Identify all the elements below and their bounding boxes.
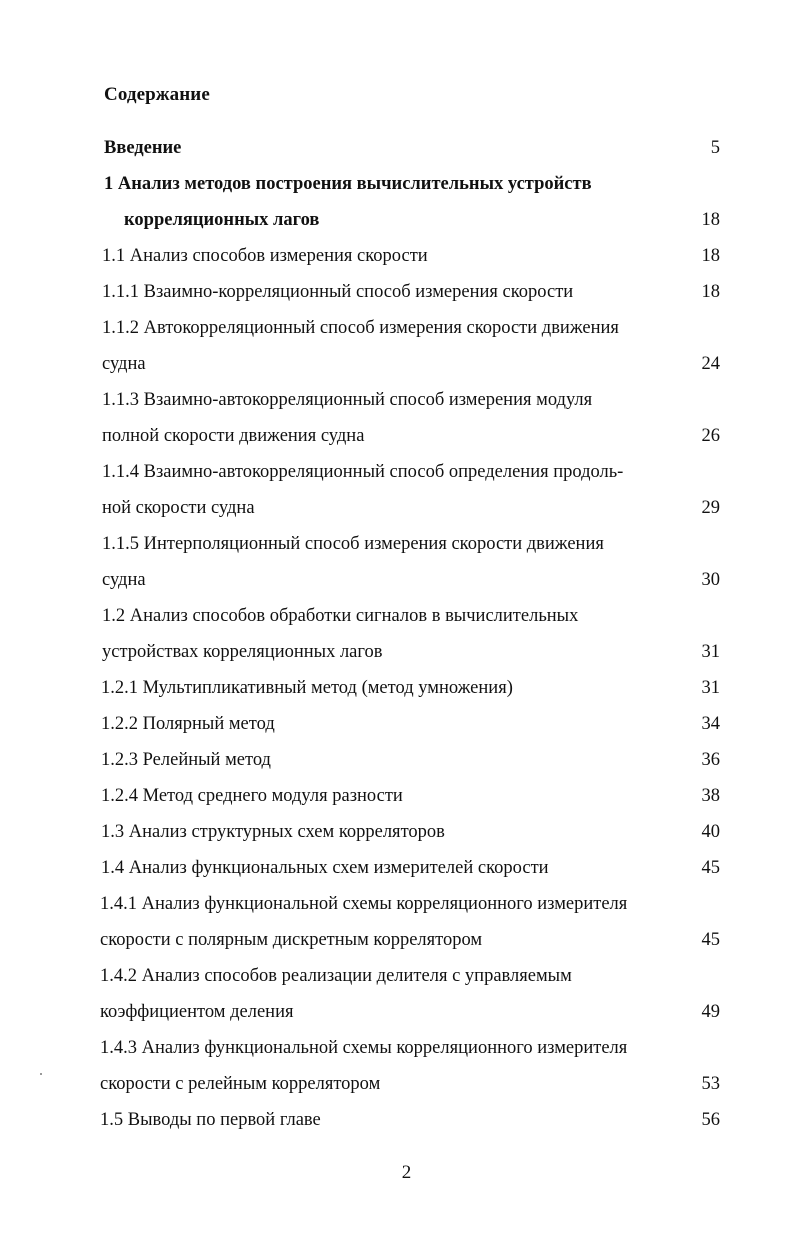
toc-entry [0, 778, 793, 814]
toc-entry [0, 922, 793, 958]
toc-entry-title: 1.2.4 Метод среднего модуля разности [101, 786, 403, 806]
toc-entry [0, 310, 793, 346]
toc-entry-page: 26 [701, 426, 720, 446]
page-title: Содержание [104, 84, 210, 105]
toc-entry [0, 634, 793, 670]
toc-entry-title: ной скорости судна [102, 498, 255, 518]
toc-entry-page: 34 [701, 714, 720, 734]
toc-entry [0, 274, 793, 310]
toc-entry [0, 526, 793, 562]
toc-entry-title: 1.2 Анализ способов обработки сигналов в вычислительных [102, 606, 579, 626]
toc-entry [0, 490, 793, 526]
toc-entry-page: 31 [701, 642, 720, 662]
toc-entry [0, 454, 793, 490]
toc-entry-title: Введение [104, 138, 182, 158]
toc-entry [0, 994, 793, 1030]
toc-entry [0, 346, 793, 382]
toc-entry-title: 1.1.3 Взаимно-автокорреляционный способ измерения модуля [102, 390, 593, 410]
toc-entry-title: 1.4.1 Анализ функциональной схемы корреляционного измерителя [100, 894, 628, 914]
toc-entry-title: 1.4 Анализ функциональных схем измерителей скорости [101, 858, 549, 878]
toc-entry-title: скорости с полярным дискретным коррелятором [100, 930, 483, 950]
toc-entry-title: 1.4.2 Анализ способов реализации делителя с управляемым [100, 966, 572, 986]
toc-entry [0, 814, 793, 850]
toc-entry [0, 598, 793, 634]
page-number: 2 [401, 1162, 412, 1183]
toc-entry-title: корреляционных лагов [124, 210, 320, 230]
toc-entry-title: устройствах корреляционных лагов [102, 642, 383, 662]
toc-entry-page: 45 [701, 858, 720, 878]
toc-entry-page: 18 [701, 282, 720, 302]
toc-entry [0, 706, 793, 742]
toc-entry-page: 56 [701, 1110, 720, 1130]
toc-entry [0, 670, 793, 706]
toc-entry [0, 382, 793, 418]
toc-entry-page: 36 [701, 750, 720, 770]
toc-entry-page: 38 [701, 786, 720, 806]
toc-entry-page: 24 [701, 354, 720, 374]
toc-entry [0, 202, 793, 238]
toc-entry [0, 130, 793, 166]
toc-entry-title: 1.1.4 Взаимно-автокорреляционный способ определения продоль- [102, 462, 624, 482]
toc-entry-page: 40 [701, 822, 720, 842]
toc-entry [0, 1030, 793, 1066]
toc-entry-title: 1.2.1 Мультипликативный метод (метод умножения) [101, 678, 513, 698]
toc-entry-title: 1.1.2 Автокорреляционный способ измерения скорости движения [102, 318, 619, 338]
toc-entry-title: 1.1.1 Взаимно-корреляционный способ измерения скорости [102, 282, 574, 302]
scan-speck [40, 1073, 42, 1075]
toc-entry-page: 49 [701, 1002, 720, 1022]
toc-entry-title: судна [102, 354, 146, 374]
toc-entry [0, 166, 793, 202]
toc-entry [0, 1066, 793, 1102]
toc-entry-title: 1.2.3 Релейный метод [101, 750, 271, 770]
toc-entry-page: 5 [710, 138, 720, 158]
toc-entry-page: 45 [701, 930, 720, 950]
toc-entry-title: 1.1 Анализ способов измерения скорости [102, 246, 428, 266]
toc-entry [0, 958, 793, 994]
toc-entry-page: 30 [701, 570, 720, 590]
toc-entry-title: 1.4.3 Анализ функциональной схемы корреляционного измерителя [100, 1038, 628, 1058]
toc-entry-page: 53 [701, 1074, 720, 1094]
toc-entry [0, 742, 793, 778]
toc-entry-page: 18 [701, 210, 720, 230]
toc-entry [0, 238, 793, 274]
toc-entry-page: 29 [701, 498, 720, 518]
toc-entry [0, 850, 793, 886]
toc-entry-title: судна [102, 570, 146, 590]
toc-entry-title: 1.2.2 Полярный метод [101, 714, 275, 734]
toc-entry-title: полной скорости движения судна [102, 426, 365, 446]
toc-entry-title: скорости с релейным коррелятором [100, 1074, 381, 1094]
table-of-contents [0, 130, 793, 1138]
toc-entry-page: 31 [701, 678, 720, 698]
toc-entry-title: коэффициентом деления [100, 1002, 294, 1022]
toc-entry-page: 18 [701, 246, 720, 266]
toc-entry [0, 886, 793, 922]
toc-entry-title: 1.3 Анализ структурных схем корреляторов [101, 822, 445, 842]
toc-entry-title: 1.1.5 Интерполяционный способ измерения скорости движения [102, 534, 604, 554]
toc-entry-title: 1.5 Выводы по первой главе [100, 1110, 321, 1130]
toc-entry [0, 562, 793, 598]
toc-entry-title: 1 Анализ методов построения вычислительных устройств [104, 174, 592, 194]
toc-entry [0, 1102, 793, 1138]
toc-entry [0, 418, 793, 454]
